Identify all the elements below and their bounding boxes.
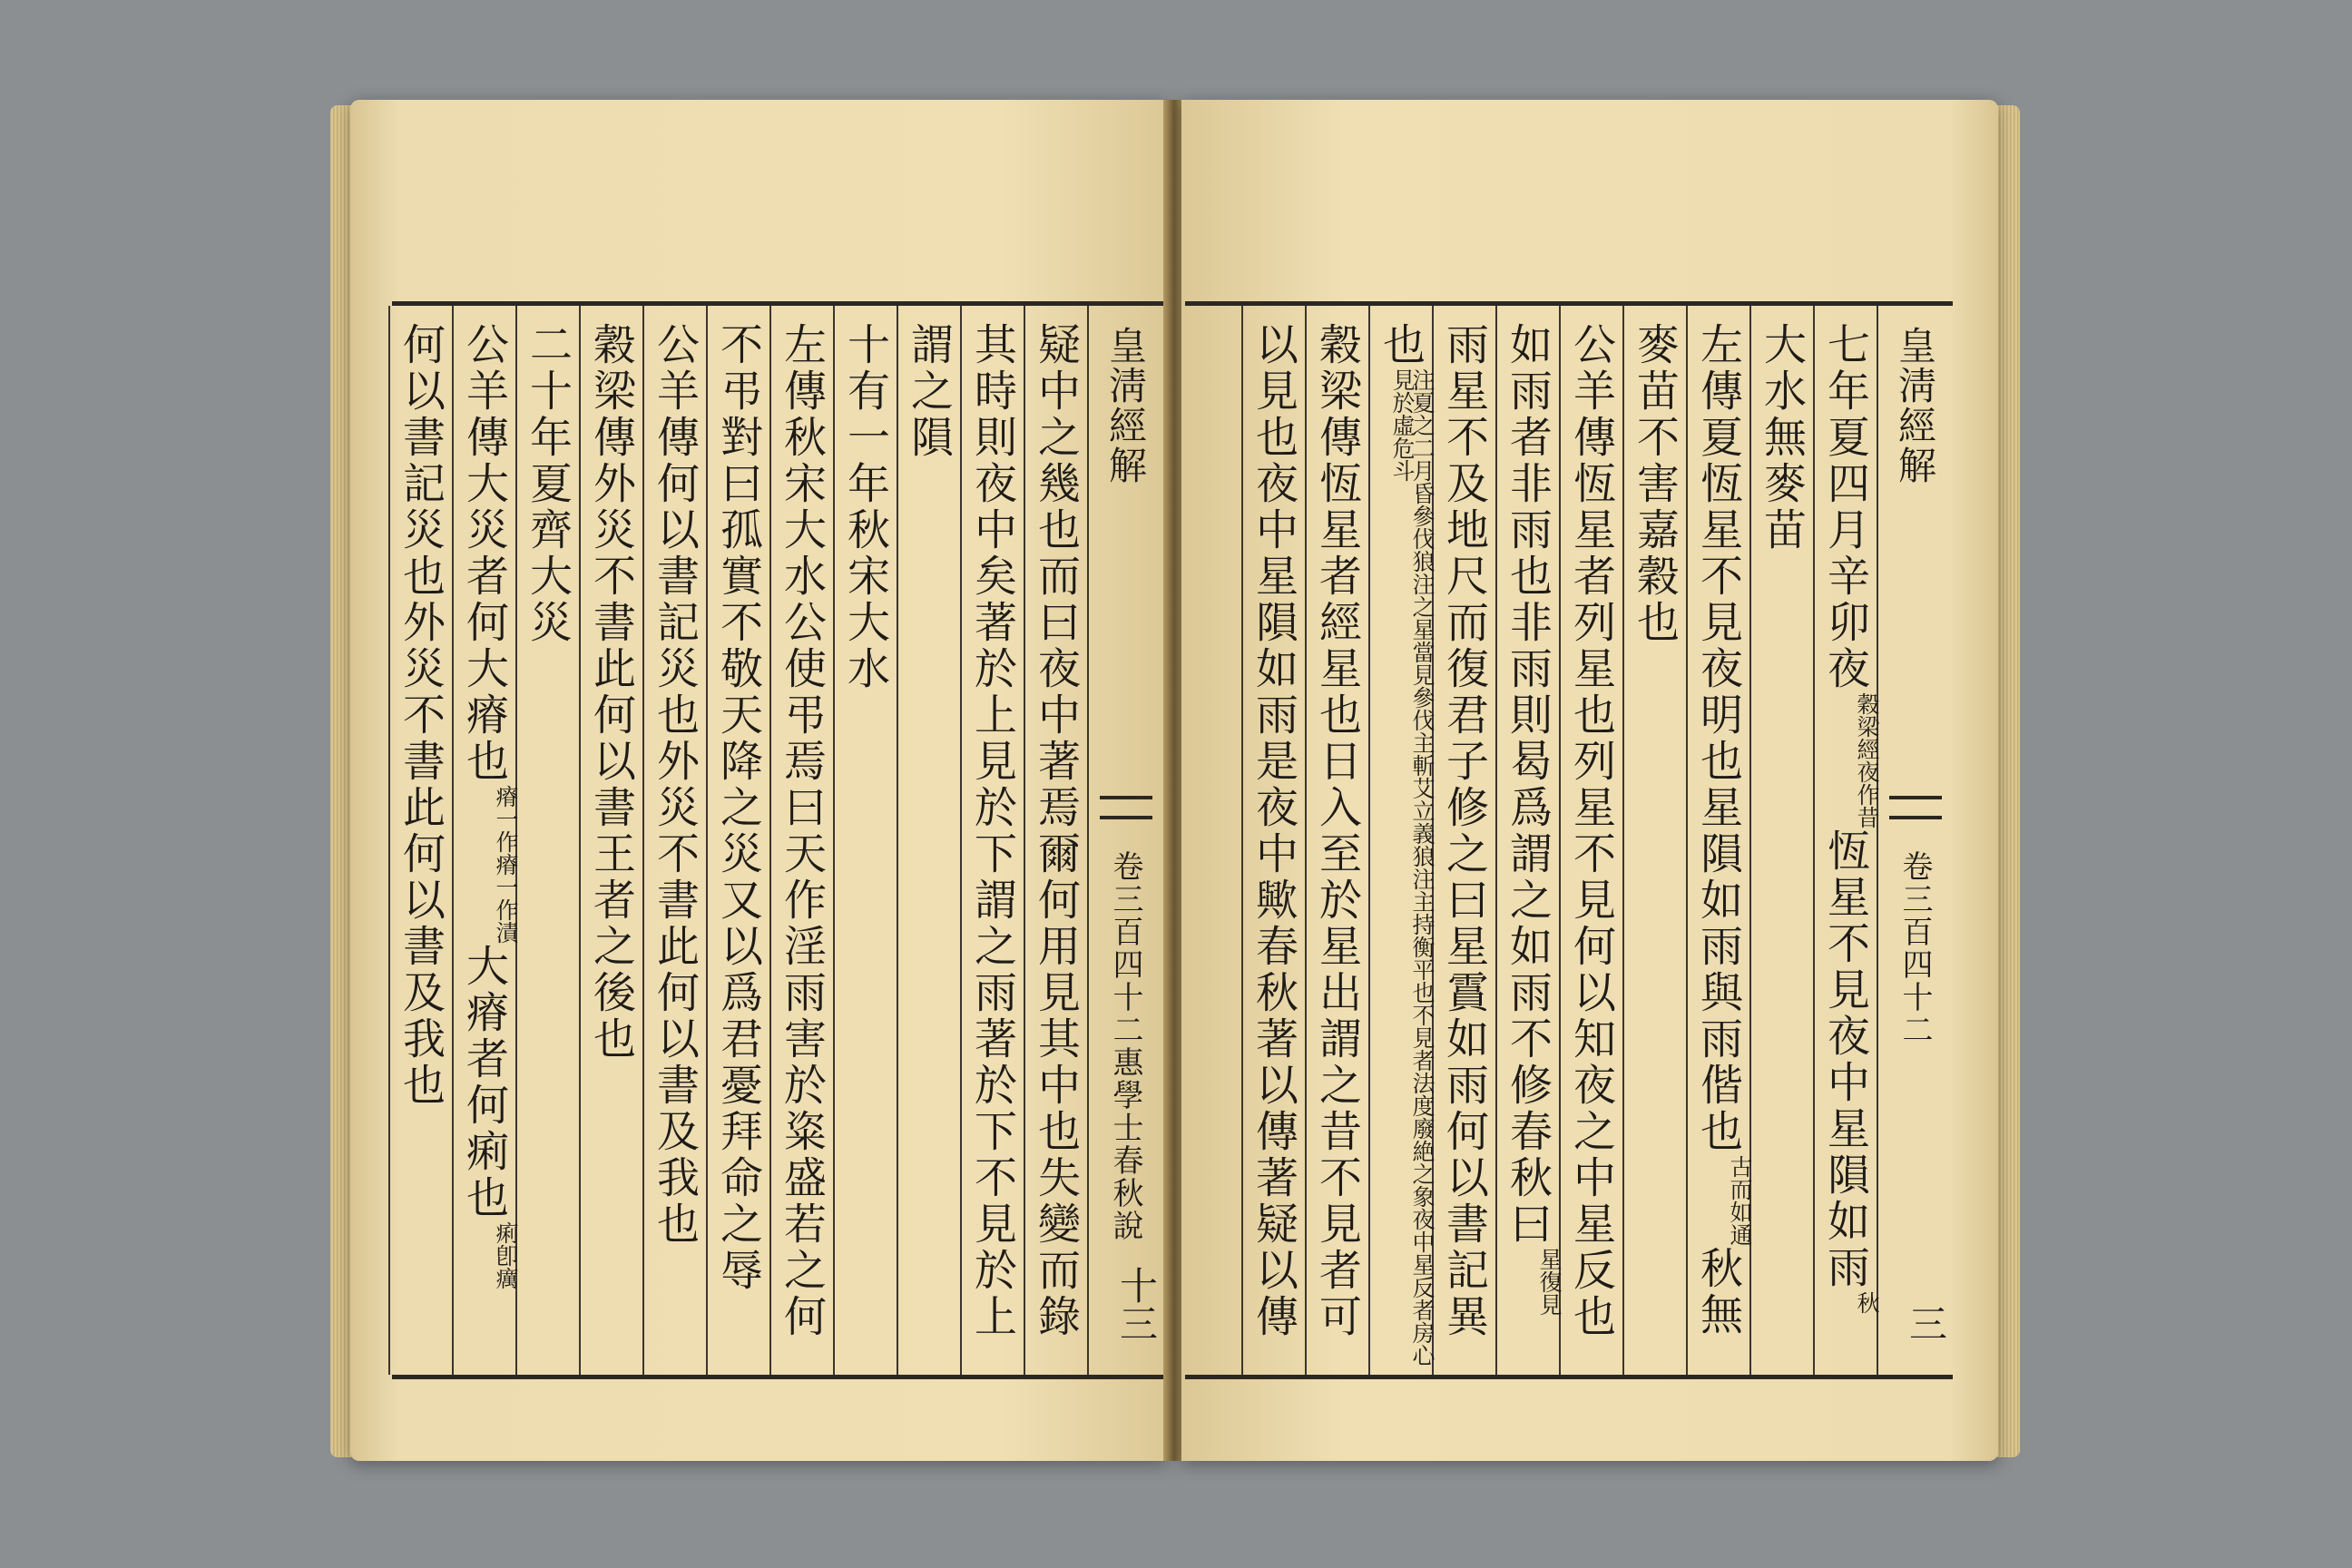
text-column [1559,306,1622,1375]
left-page [350,100,1167,1461]
left-columns [392,306,1163,1375]
column-text [581,322,642,1063]
main-text: 大瘠者何痢也 [459,944,509,1221]
main-text: 雨星不及地尺而復君子修之曰星霣如雨何以書記異 [1439,322,1489,1340]
text-column [1749,306,1813,1375]
column-text [1434,322,1495,1340]
main-text: 恆星不見夜中星隕如雨 [1820,828,1870,1291]
text-column [1686,306,1753,1375]
left-text-frame [392,301,1163,1379]
text-column [1813,306,1880,1375]
text-column [579,306,642,1375]
main-text: 如雨者非雨也非雨則曷爲謂之如雨不修春秋曰 [1503,322,1553,1248]
interlinear-note: 星復見 [1536,1248,1563,1316]
banner-page-number: 三 [1904,1304,1948,1342]
column-text [898,322,960,461]
text-column [452,306,519,1375]
text-column [388,306,452,1375]
text-column [1241,306,1305,1375]
main-text: 大水無麥苗 [1757,322,1807,554]
banner-title: 皇淸經解 [1103,326,1148,485]
left-banner [1087,306,1163,1375]
text-column [833,306,897,1375]
column-text [1688,322,1753,1338]
text-column [1024,306,1087,1375]
main-text: 也 [1376,322,1426,368]
text-column [897,306,960,1375]
fish-tail-mark [1889,796,1942,819]
main-text: 麥苗不害嘉穀也 [1630,322,1680,646]
main-text: 左傳秋宋大水公使弔焉曰天作淫雨害於粢盛若之何 [777,322,827,1340]
banner-section: 卷三百四十二惠學士春秋說 [1107,850,1143,1242]
column-text [1815,322,1880,1314]
main-text: 七年夏四月辛卯夜 [1820,322,1870,692]
text-column [1495,306,1563,1375]
banner-title: 皇淸經解 [1893,326,1937,485]
column-text [517,322,579,646]
text-column [642,306,706,1375]
column-text [962,322,1024,1340]
right-page-edges [1996,105,2020,1457]
text-column [1622,306,1686,1375]
column-text [1497,322,1563,1316]
column-text [1751,322,1813,554]
interlinear-note: 痢卽癘 [493,1221,519,1289]
main-text: 左傳夏恆星不見夜明也星隕如雨與雨偕也 [1693,322,1743,1155]
interlinear-note: 穀梁經夜作昔 [1854,692,1880,828]
main-text: 二十年夏齊大災 [523,322,573,646]
main-text: 不弔對曰孤實不敬天降之災又以爲君憂拜命之辱 [713,322,763,1294]
column-text [1025,322,1087,1340]
main-text: 公羊傳恆星者列星也列星不見何以知夜之中星反也 [1566,322,1616,1340]
main-text: 秋無 [1693,1246,1743,1338]
main-text: 疑中之幾也而曰夜中著焉爾何用見其中也失變而錄 [1031,322,1081,1340]
main-text: 謂之隕 [904,322,954,461]
column-text [1624,322,1686,646]
interlinear-note: 注夏之二月昏參伐狼注之星當見參伐主斬艾立義狼注主持衡平也不見者法度廢絶之象夜中星反者房心見於虛危斗 [1389,368,1436,1367]
right-page [1181,100,1998,1461]
text-column [1305,306,1368,1375]
column-text [771,322,833,1340]
column-text [1561,322,1622,1340]
right-text-frame [1185,301,1953,1379]
banner-section: 卷三百四十二 [1896,850,1933,1046]
column-text [390,322,452,1109]
column-text [644,322,706,1248]
interlinear-note: 秋 [1854,1291,1880,1314]
banner-page-number: 十三 [1114,1266,1159,1342]
column-text [1370,322,1436,1375]
column-text [1307,322,1368,1340]
main-text: 何以書記災也外災不書此何以書及我也 [396,322,446,1109]
main-text: 穀梁傳恆星者經星也日入至於星出謂之昔不見者可 [1312,322,1362,1340]
right-banner [1877,306,1953,1375]
text-column [1432,306,1495,1375]
main-text: 公羊傳大災者何大瘠也 [459,322,509,785]
main-text: 十有一年秋宋大水 [840,322,890,692]
open-book [350,100,1998,1470]
text-column [769,306,833,1375]
text-column [706,306,769,1375]
text-column [1368,306,1436,1375]
main-text: 其時則夜中矣著於上見於下謂之雨著於下不見於上 [967,322,1017,1340]
main-text: 穀梁傳外災不書此何以書王者之後也 [586,322,636,1063]
column-text [835,322,897,692]
column-text [1243,322,1305,1340]
column-text [454,322,519,1289]
fish-tail-mark [1100,796,1152,819]
text-column [515,306,579,1375]
interlinear-note: 瘠一作瘠一作漬 [493,785,519,944]
text-column [960,306,1024,1375]
main-text: 以見也夜中星隕如雨是夜中歟春秋著以傳著疑以傳 [1249,322,1298,1340]
interlinear-note: 古而如通 [1727,1155,1753,1246]
main-text: 公羊傳何以書記災也外災不書此何以書及我也 [650,322,700,1248]
right-columns [1185,306,1953,1375]
column-text [708,322,769,1294]
